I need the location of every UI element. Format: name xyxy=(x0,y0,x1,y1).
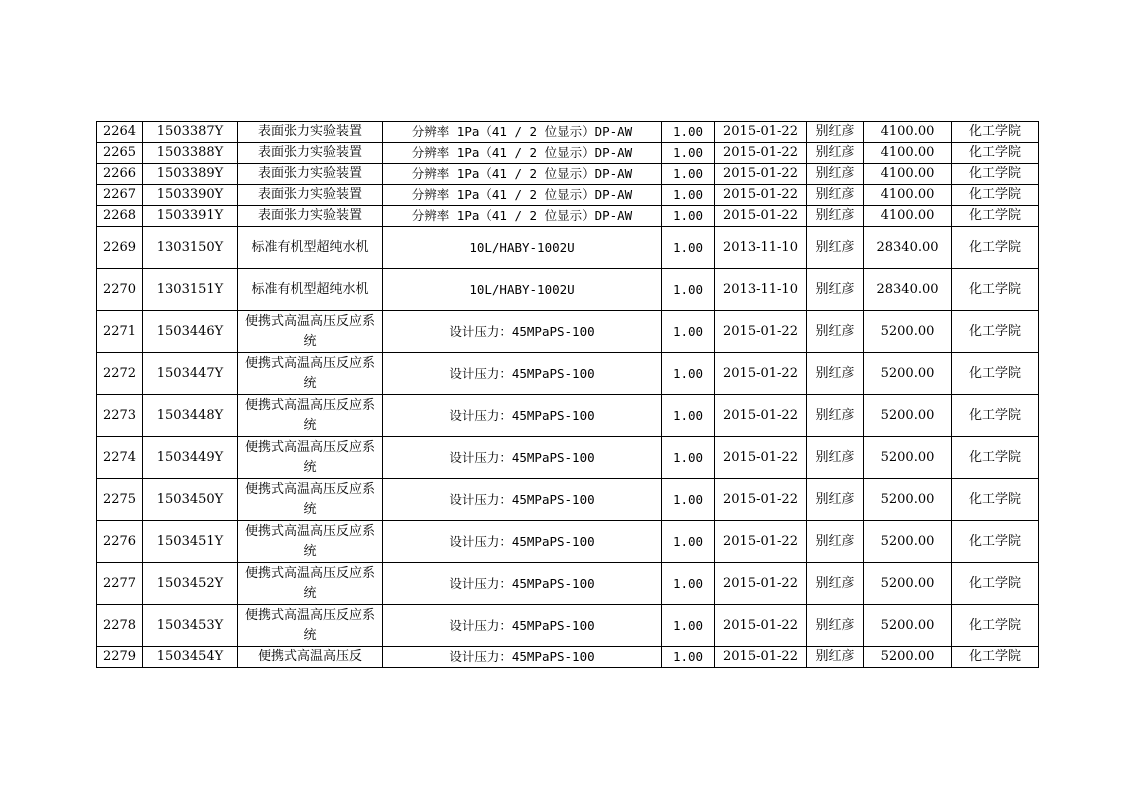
cell-asset-code: 1503446Y xyxy=(143,311,238,353)
cell-asset-code: 1503448Y xyxy=(143,395,238,437)
cell-custodian: 别红彦 xyxy=(807,395,864,437)
cell-spec-model: 设计压力：45MPaPS-100 xyxy=(383,437,662,479)
cell-price: 5200.00 xyxy=(864,311,952,353)
cell-seq-no: 2279 xyxy=(97,647,143,668)
cell-department: 化工学院 xyxy=(952,227,1039,269)
cell-custodian: 别红彦 xyxy=(807,185,864,206)
cell-quantity: 1.00 xyxy=(662,122,715,143)
table-row xyxy=(97,206,1039,227)
cell-spec-model: 设计压力：45MPaPS-100 xyxy=(383,647,662,668)
cell-seq-no: 2264 xyxy=(97,122,143,143)
cell-custodian: 别红彦 xyxy=(807,122,864,143)
cell-price: 5200.00 xyxy=(864,605,952,647)
cell-asset-name: 表面张力实验装置 xyxy=(238,164,383,185)
cell-date: 2015-01-22 xyxy=(715,437,807,479)
table-row xyxy=(97,122,1039,143)
cell-asset-name: 标准有机型超纯水机 xyxy=(238,227,383,269)
cell-department: 化工学院 xyxy=(952,647,1039,668)
cell-asset-code: 1503453Y xyxy=(143,605,238,647)
asset-table-body xyxy=(97,122,1039,668)
cell-asset-name: 便携式高温高压反应系统 xyxy=(238,605,383,647)
cell-quantity: 1.00 xyxy=(662,437,715,479)
asset-table xyxy=(96,121,1039,668)
cell-asset-code: 1503391Y xyxy=(143,206,238,227)
cell-price: 4100.00 xyxy=(864,143,952,164)
table-row xyxy=(97,353,1039,395)
cell-asset-code: 1503450Y xyxy=(143,479,238,521)
cell-spec-model: 10L/HABY-1002U xyxy=(383,269,662,311)
cell-asset-name: 便携式高温高压反应系统 xyxy=(238,353,383,395)
cell-spec-model: 设计压力：45MPaPS-100 xyxy=(383,563,662,605)
table-row xyxy=(97,437,1039,479)
cell-spec-model: 分辨率 1Pa（41 / 2 位显示）DP-AW xyxy=(383,122,662,143)
cell-spec-model: 设计压力：45MPaPS-100 xyxy=(383,521,662,563)
cell-seq-no: 2275 xyxy=(97,479,143,521)
cell-custodian: 别红彦 xyxy=(807,164,864,185)
cell-custodian: 别红彦 xyxy=(807,437,864,479)
cell-spec-model: 设计压力：45MPaPS-100 xyxy=(383,605,662,647)
cell-quantity: 1.00 xyxy=(662,143,715,164)
cell-department: 化工学院 xyxy=(952,395,1039,437)
cell-quantity: 1.00 xyxy=(662,647,715,668)
cell-asset-code: 1503447Y xyxy=(143,353,238,395)
cell-seq-no: 2270 xyxy=(97,269,143,311)
cell-quantity: 1.00 xyxy=(662,479,715,521)
cell-asset-name: 便携式高温高压反应系统 xyxy=(238,521,383,563)
table-row xyxy=(97,647,1039,668)
cell-price: 4100.00 xyxy=(864,206,952,227)
cell-seq-no: 2272 xyxy=(97,353,143,395)
table-row xyxy=(97,395,1039,437)
table-row xyxy=(97,185,1039,206)
cell-department: 化工学院 xyxy=(952,605,1039,647)
cell-date: 2015-01-22 xyxy=(715,122,807,143)
table-row xyxy=(97,605,1039,647)
cell-department: 化工学院 xyxy=(952,122,1039,143)
cell-price: 5200.00 xyxy=(864,437,952,479)
table-row xyxy=(97,227,1039,269)
table-row xyxy=(97,143,1039,164)
cell-custodian: 别红彦 xyxy=(807,269,864,311)
cell-price: 5200.00 xyxy=(864,395,952,437)
cell-asset-code: 1503454Y xyxy=(143,647,238,668)
cell-price: 4100.00 xyxy=(864,122,952,143)
cell-seq-no: 2274 xyxy=(97,437,143,479)
cell-spec-model: 分辨率 1Pa（41 / 2 位显示）DP-AW xyxy=(383,143,662,164)
cell-seq-no: 2268 xyxy=(97,206,143,227)
table-row xyxy=(97,521,1039,563)
cell-asset-code: 1303150Y xyxy=(143,227,238,269)
cell-asset-code: 1303151Y xyxy=(143,269,238,311)
cell-date: 2013-11-10 xyxy=(715,269,807,311)
cell-date: 2015-01-22 xyxy=(715,206,807,227)
cell-department: 化工学院 xyxy=(952,353,1039,395)
cell-price: 5200.00 xyxy=(864,479,952,521)
cell-quantity: 1.00 xyxy=(662,521,715,563)
cell-custodian: 别红彦 xyxy=(807,143,864,164)
cell-price: 5200.00 xyxy=(864,353,952,395)
cell-custodian: 别红彦 xyxy=(807,563,864,605)
cell-date: 2015-01-22 xyxy=(715,353,807,395)
cell-department: 化工学院 xyxy=(952,479,1039,521)
cell-custodian: 别红彦 xyxy=(807,647,864,668)
cell-asset-code: 1503451Y xyxy=(143,521,238,563)
cell-date: 2015-01-22 xyxy=(715,185,807,206)
cell-date: 2015-01-22 xyxy=(715,605,807,647)
cell-seq-no: 2267 xyxy=(97,185,143,206)
cell-asset-code: 1503390Y xyxy=(143,185,238,206)
cell-custodian: 别红彦 xyxy=(807,311,864,353)
cell-asset-code: 1503449Y xyxy=(143,437,238,479)
cell-department: 化工学院 xyxy=(952,269,1039,311)
cell-quantity: 1.00 xyxy=(662,269,715,311)
cell-asset-name: 便携式高温高压反应系统 xyxy=(238,395,383,437)
cell-quantity: 1.00 xyxy=(662,353,715,395)
cell-price: 5200.00 xyxy=(864,521,952,563)
cell-price: 4100.00 xyxy=(864,164,952,185)
cell-asset-name: 便携式高温高压反应系统 xyxy=(238,311,383,353)
cell-seq-no: 2266 xyxy=(97,164,143,185)
cell-date: 2015-01-22 xyxy=(715,164,807,185)
cell-price: 4100.00 xyxy=(864,185,952,206)
table-row xyxy=(97,311,1039,353)
cell-quantity: 1.00 xyxy=(662,227,715,269)
cell-spec-model: 分辨率 1Pa（41 / 2 位显示）DP-AW xyxy=(383,206,662,227)
cell-date: 2015-01-22 xyxy=(715,311,807,353)
cell-asset-code: 1503387Y xyxy=(143,122,238,143)
cell-asset-name: 标准有机型超纯水机 xyxy=(238,269,383,311)
table-row xyxy=(97,269,1039,311)
cell-seq-no: 2277 xyxy=(97,563,143,605)
cell-price: 28340.00 xyxy=(864,269,952,311)
cell-seq-no: 2278 xyxy=(97,605,143,647)
cell-seq-no: 2276 xyxy=(97,521,143,563)
cell-price: 28340.00 xyxy=(864,227,952,269)
cell-department: 化工学院 xyxy=(952,206,1039,227)
cell-asset-code: 1503388Y xyxy=(143,143,238,164)
cell-price: 5200.00 xyxy=(864,563,952,605)
cell-seq-no: 2271 xyxy=(97,311,143,353)
table-row xyxy=(97,563,1039,605)
cell-date: 2015-01-22 xyxy=(715,521,807,563)
cell-date: 2015-01-22 xyxy=(715,563,807,605)
cell-date: 2015-01-22 xyxy=(715,395,807,437)
cell-date: 2013-11-10 xyxy=(715,227,807,269)
cell-department: 化工学院 xyxy=(952,563,1039,605)
cell-price: 5200.00 xyxy=(864,647,952,668)
cell-date: 2015-01-22 xyxy=(715,479,807,521)
cell-spec-model: 设计压力：45MPaPS-100 xyxy=(383,353,662,395)
cell-quantity: 1.00 xyxy=(662,185,715,206)
cell-spec-model: 设计压力：45MPaPS-100 xyxy=(383,395,662,437)
cell-spec-model: 分辨率 1Pa（41 / 2 位显示）DP-AW xyxy=(383,185,662,206)
cell-seq-no: 2273 xyxy=(97,395,143,437)
cell-department: 化工学院 xyxy=(952,437,1039,479)
cell-asset-code: 1503389Y xyxy=(143,164,238,185)
cell-asset-code: 1503452Y xyxy=(143,563,238,605)
cell-custodian: 别红彦 xyxy=(807,605,864,647)
cell-asset-name: 便携式高温高压反应系统 xyxy=(238,437,383,479)
cell-department: 化工学院 xyxy=(952,521,1039,563)
cell-department: 化工学院 xyxy=(952,164,1039,185)
cell-quantity: 1.00 xyxy=(662,311,715,353)
cell-asset-name: 表面张力实验装置 xyxy=(238,185,383,206)
cell-seq-no: 2269 xyxy=(97,227,143,269)
cell-department: 化工学院 xyxy=(952,143,1039,164)
cell-custodian: 别红彦 xyxy=(807,353,864,395)
cell-quantity: 1.00 xyxy=(662,605,715,647)
cell-asset-name: 便携式高温高压反应系统 xyxy=(238,563,383,605)
cell-custodian: 别红彦 xyxy=(807,227,864,269)
cell-date: 2015-01-22 xyxy=(715,647,807,668)
cell-spec-model: 设计压力：45MPaPS-100 xyxy=(383,479,662,521)
cell-asset-name: 便携式高温高压反应系统 xyxy=(238,479,383,521)
cell-custodian: 别红彦 xyxy=(807,521,864,563)
cell-custodian: 别红彦 xyxy=(807,479,864,521)
cell-custodian: 别红彦 xyxy=(807,206,864,227)
cell-spec-model: 设计压力：45MPaPS-100 xyxy=(383,311,662,353)
cell-date: 2015-01-22 xyxy=(715,143,807,164)
cell-quantity: 1.00 xyxy=(662,164,715,185)
cell-department: 化工学院 xyxy=(952,311,1039,353)
table-row xyxy=(97,479,1039,521)
table-row xyxy=(97,164,1039,185)
cell-quantity: 1.00 xyxy=(662,206,715,227)
cell-asset-name: 表面张力实验装置 xyxy=(238,143,383,164)
cell-spec-model: 10L/HABY-1002U xyxy=(383,227,662,269)
cell-asset-name: 表面张力实验装置 xyxy=(238,206,383,227)
cell-quantity: 1.00 xyxy=(662,395,715,437)
cell-asset-name: 表面张力实验装置 xyxy=(238,122,383,143)
cell-department: 化工学院 xyxy=(952,185,1039,206)
cell-asset-name: 便携式高温高压反 xyxy=(238,647,383,668)
cell-quantity: 1.00 xyxy=(662,563,715,605)
cell-spec-model: 分辨率 1Pa（41 / 2 位显示）DP-AW xyxy=(383,164,662,185)
cell-seq-no: 2265 xyxy=(97,143,143,164)
